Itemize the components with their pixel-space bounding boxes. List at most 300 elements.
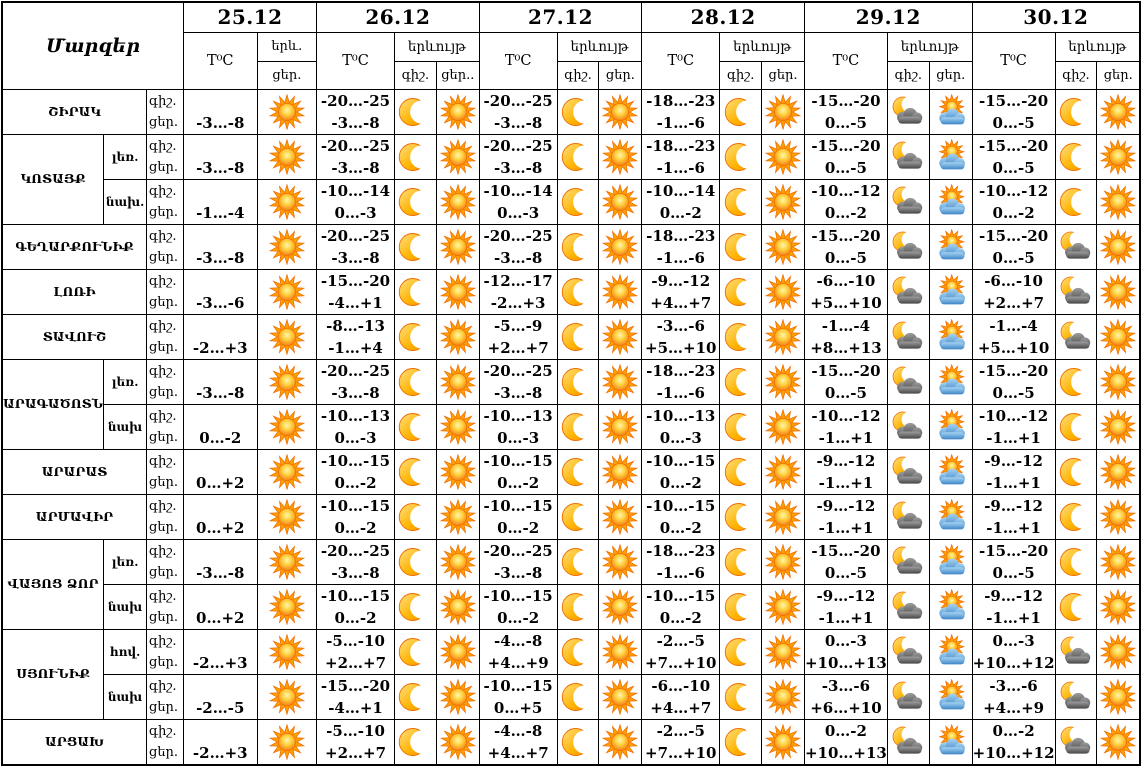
- temperature-cell: -6…-10 +2…+7: [972, 269, 1055, 314]
- weather-icon-cell: [720, 719, 762, 765]
- phenomenon-header: երևույթ: [887, 32, 972, 61]
- phenomenon-header: երև.: [257, 32, 317, 61]
- temperature-cell: -6…-10 +4…+7: [642, 674, 720, 719]
- night-header: գիշ.: [887, 61, 929, 89]
- night-header: գիշ.: [557, 61, 599, 89]
- zone-label: նախ: [104, 674, 147, 719]
- temperature-cell: -12…-17 -2…+3: [479, 269, 557, 314]
- sun-icon: [765, 139, 801, 175]
- sun-icon: [269, 679, 305, 715]
- weather-icon-cell: [720, 629, 762, 674]
- sun-icon: [269, 364, 305, 400]
- weather-icon-cell: [599, 179, 642, 224]
- weather-icon-cell: [394, 674, 436, 719]
- region-name: ՍՅՈՒՆԻՔ: [2, 629, 104, 719]
- sun-icon: [765, 499, 801, 535]
- temperature-cell: -3…-6 +5…+10: [642, 314, 720, 359]
- moon-icon: [723, 274, 759, 310]
- date-header: 29.12: [804, 2, 972, 32]
- temperature-cell: -5…-10 +2…+7: [317, 719, 395, 765]
- moon-icon: [560, 274, 596, 310]
- sun-icon: [1100, 319, 1136, 355]
- weather-icon-cell: [257, 719, 317, 765]
- weather-icon-cell: [394, 359, 436, 404]
- moon-icon: [723, 454, 759, 490]
- sun-icon: [269, 634, 305, 670]
- moon-icon: [397, 724, 433, 760]
- night-day-labels: գիշ. ցեր.: [147, 269, 184, 314]
- temperature-cell: -3…-8: [183, 539, 257, 584]
- temperature-cell: -2…+3: [183, 629, 257, 674]
- temperature-cell: -10…-12 0…-2: [972, 179, 1055, 224]
- temperature-cell: -20…-25 -3…-8: [317, 539, 395, 584]
- moon-icon: [1058, 589, 1094, 625]
- moon-icon: [560, 229, 596, 265]
- day-header: ցեր.: [257, 61, 317, 89]
- temperature-cell: -2…-5 +7…+10: [642, 719, 720, 765]
- sun-icon: [440, 634, 476, 670]
- night-day-labels: գիշ. ցեր.: [147, 314, 184, 359]
- phenomenon-header: երևույթ: [1055, 32, 1140, 61]
- temperature-cell: -2…+3: [183, 719, 257, 765]
- moon-cloud-icon: [890, 229, 926, 265]
- table-row: [2, 269, 1140, 314]
- temperature-cell: -20…-25 -3…-8: [317, 89, 395, 134]
- date-header: 28.12: [642, 2, 805, 32]
- sun-cloud-icon: [933, 724, 969, 760]
- region-name: ԱՐՄԱՎԻՐ: [2, 494, 147, 539]
- night-day-labels: գիշ. ցեր.: [147, 494, 184, 539]
- temperature-cell: -10…-12 0…-2: [804, 179, 887, 224]
- zone-label: լեռ.: [104, 359, 147, 404]
- night-day-labels: գիշ. ցեր.: [147, 449, 184, 494]
- weather-icon-cell: [436, 314, 479, 359]
- region-name: ԱՐՑԱԽ: [2, 719, 147, 765]
- moon-icon: [560, 724, 596, 760]
- moon-icon: [723, 499, 759, 535]
- weather-icon-cell: [929, 314, 972, 359]
- temperature-cell: -18…-23 -1…-6: [642, 539, 720, 584]
- sun-icon: [602, 409, 638, 445]
- temperature-cell: -5…-9 +2…+7: [479, 314, 557, 359]
- weather-icon-cell: [257, 269, 317, 314]
- temperature-cell: -15…-20 0…-5: [804, 224, 887, 269]
- sun-icon: [269, 544, 305, 580]
- sun-icon: [440, 499, 476, 535]
- sun-icon: [440, 94, 476, 130]
- weather-icon-cell: [1055, 269, 1097, 314]
- moon-cloud-icon: [890, 499, 926, 535]
- weather-icon-cell: [557, 674, 599, 719]
- sun-icon: [440, 589, 476, 625]
- sun-icon: [269, 499, 305, 535]
- sun-cloud-icon: [933, 274, 969, 310]
- temperature-cell: -15…-20 -4…+1: [317, 674, 395, 719]
- weather-icon-cell: [887, 719, 929, 765]
- weather-icon-cell: [762, 719, 805, 765]
- weather-icon-cell: [887, 359, 929, 404]
- weather-icon-cell: [887, 224, 929, 269]
- sun-icon: [1100, 409, 1136, 445]
- moon-icon: [397, 544, 433, 580]
- date-header: 30.12: [972, 2, 1140, 32]
- sun-icon: [765, 544, 801, 580]
- moon-cloud-icon: [890, 184, 926, 220]
- sun-cloud-icon: [933, 634, 969, 670]
- weather-icon-cell: [929, 719, 972, 765]
- weather-icon-cell: [1097, 269, 1140, 314]
- moon-cloud-icon: [890, 139, 926, 175]
- temperature-cell: -20…-25 -3…-8: [317, 224, 395, 269]
- temperature-cell: -10…-15 0…-2: [479, 584, 557, 629]
- temperature-cell: -10…-15 0…-2: [317, 494, 395, 539]
- temperature-cell: -10…-15 0…-2: [642, 584, 720, 629]
- weather-icon-cell: [1097, 449, 1140, 494]
- weather-icon-cell: [557, 314, 599, 359]
- sun-icon: [765, 274, 801, 310]
- sun-icon: [765, 229, 801, 265]
- region-name: ՏԱՎՈՒՇ: [2, 314, 147, 359]
- table-row: [2, 179, 1140, 224]
- temperature-cell: -10…-15 0…-2: [642, 449, 720, 494]
- temperature-cell: -2…-5 +7…+10: [642, 629, 720, 674]
- table-row: [2, 719, 1140, 765]
- moon-icon: [723, 634, 759, 670]
- sun-icon: [602, 589, 638, 625]
- moon-cloud-icon: [1058, 229, 1094, 265]
- weather-icon-cell: [887, 539, 929, 584]
- sun-icon: [765, 409, 801, 445]
- weather-icon-cell: [1055, 404, 1097, 449]
- weather-icon-cell: [887, 314, 929, 359]
- table-row: [2, 224, 1140, 269]
- sun-cloud-icon: [933, 94, 969, 130]
- sun-icon: [602, 364, 638, 400]
- moon-icon: [397, 634, 433, 670]
- weather-icon-cell: [929, 359, 972, 404]
- moon-icon: [723, 679, 759, 715]
- table-row: [2, 629, 1140, 674]
- weather-icon-cell: [1097, 179, 1140, 224]
- sun-icon: [440, 184, 476, 220]
- temp-header: T⁰C: [804, 32, 887, 89]
- sun-icon: [440, 319, 476, 355]
- temperature-cell: -10…-12 -1…+1: [804, 404, 887, 449]
- weather-icon-cell: [599, 674, 642, 719]
- weather-icon-cell: [394, 404, 436, 449]
- temperature-cell: -10…-13 0…-3: [479, 404, 557, 449]
- table-row: [2, 404, 1140, 449]
- weather-icon-cell: [720, 224, 762, 269]
- weather-icon-cell: [599, 719, 642, 765]
- zone-label: հով.: [104, 629, 147, 674]
- moon-icon: [560, 589, 596, 625]
- zone-label: նախ.: [104, 179, 147, 224]
- weather-icon-cell: [929, 674, 972, 719]
- region-name: ԿՈՏԱՅՔ: [2, 134, 104, 224]
- temperature-cell: -3…-6 +6…+10: [804, 674, 887, 719]
- sun-icon: [1100, 634, 1136, 670]
- table-row: [2, 674, 1140, 719]
- weather-icon-cell: [720, 269, 762, 314]
- temperature-cell: -4…-8 +4…+7: [479, 719, 557, 765]
- weather-icon-cell: [257, 584, 317, 629]
- temperature-cell: -20…-25 -3…-8: [479, 539, 557, 584]
- temperature-cell: -2…+3: [183, 314, 257, 359]
- weather-icon-cell: [394, 494, 436, 539]
- moon-icon: [1058, 184, 1094, 220]
- temperature-cell: -18…-23 -1…-6: [642, 89, 720, 134]
- table-row: [2, 539, 1140, 584]
- day-header: ցեր.: [599, 61, 642, 89]
- moon-icon: [1058, 454, 1094, 490]
- sun-icon: [269, 319, 305, 355]
- weather-icon-cell: [887, 584, 929, 629]
- weather-icon-cell: [929, 629, 972, 674]
- weather-icon-cell: [436, 494, 479, 539]
- weather-icon-cell: [762, 134, 805, 179]
- weather-icon-cell: [394, 584, 436, 629]
- sun-icon: [440, 454, 476, 490]
- moon-icon: [397, 184, 433, 220]
- weather-icon-cell: [599, 134, 642, 179]
- night-day-labels: գիշ. ցեր.: [147, 719, 184, 765]
- weather-icon-cell: [720, 179, 762, 224]
- weather-icon-cell: [887, 629, 929, 674]
- temperature-cell: -20…-25 -3…-8: [479, 89, 557, 134]
- moon-icon: [723, 184, 759, 220]
- temperature-cell: -1…-4 +8…+13: [804, 314, 887, 359]
- sun-cloud-icon: [933, 319, 969, 355]
- moon-icon: [560, 634, 596, 670]
- moon-icon: [1058, 94, 1094, 130]
- moon-icon: [560, 139, 596, 175]
- weather-icon-cell: [257, 179, 317, 224]
- sun-icon: [765, 589, 801, 625]
- day-header: ցեր.: [929, 61, 972, 89]
- moon-cloud-icon: [890, 274, 926, 310]
- temp-header: T⁰C: [317, 32, 395, 89]
- moon-icon: [397, 409, 433, 445]
- weather-icon-cell: [1097, 89, 1140, 134]
- sun-icon: [602, 184, 638, 220]
- moon-icon: [397, 139, 433, 175]
- sun-cloud-icon: [933, 229, 969, 265]
- night-header: գիշ.: [394, 61, 436, 89]
- night-day-labels: գիշ. ցեր.: [147, 629, 184, 674]
- temperature-cell: -6…-10 +5…+10: [804, 269, 887, 314]
- day-header: ցեր..: [436, 61, 479, 89]
- temperature-cell: -18…-23 -1…-6: [642, 359, 720, 404]
- table-row: [2, 89, 1140, 134]
- moon-icon: [397, 589, 433, 625]
- weather-icon-cell: [394, 539, 436, 584]
- weather-icon-cell: [1097, 359, 1140, 404]
- weather-icon-cell: [557, 359, 599, 404]
- sun-icon: [440, 364, 476, 400]
- temperature-cell: -9…-12 -1…+1: [804, 449, 887, 494]
- weather-icon-cell: [1055, 449, 1097, 494]
- table-row: [2, 449, 1140, 494]
- forecast-table: [1, 1, 1141, 766]
- night-day-labels: գիշ. ցեր.: [147, 224, 184, 269]
- weather-icon-cell: [929, 89, 972, 134]
- sun-icon: [602, 679, 638, 715]
- temperature-cell: -3…-8: [183, 134, 257, 179]
- weather-icon-cell: [929, 539, 972, 584]
- weather-icon-cell: [929, 269, 972, 314]
- weather-icon-cell: [394, 269, 436, 314]
- weather-icon-cell: [599, 449, 642, 494]
- weather-icon-cell: [557, 719, 599, 765]
- moon-icon: [397, 499, 433, 535]
- temperature-cell: -20…-25 -3…-8: [479, 359, 557, 404]
- weather-icon-cell: [1055, 584, 1097, 629]
- weather-icon-cell: [1055, 629, 1097, 674]
- temperature-cell: -9…-12 -1…+1: [972, 584, 1055, 629]
- weather-icon-cell: [1097, 539, 1140, 584]
- moon-icon: [1058, 409, 1094, 445]
- moon-icon: [723, 409, 759, 445]
- weather-icon-cell: [1055, 314, 1097, 359]
- weather-icon-cell: [762, 359, 805, 404]
- night-day-labels: գիշ. ցեր.: [147, 179, 184, 224]
- weather-icon-cell: [1097, 719, 1140, 765]
- date-header: 25.12: [183, 2, 316, 32]
- weather-icon-cell: [557, 224, 599, 269]
- temperature-cell: -15…-20 0…-5: [972, 359, 1055, 404]
- weather-icon-cell: [1097, 314, 1140, 359]
- temperature-cell: -15…-20 0…-5: [972, 134, 1055, 179]
- temperature-cell: -9…-12 -1…+1: [804, 584, 887, 629]
- sun-icon: [602, 454, 638, 490]
- weather-icon-cell: [557, 539, 599, 584]
- temperature-cell: -15…-20 -4…+1: [317, 269, 395, 314]
- weather-icon-cell: [436, 539, 479, 584]
- sun-icon: [1100, 229, 1136, 265]
- weather-icon-cell: [599, 269, 642, 314]
- temp-header: T⁰C: [183, 32, 257, 89]
- weather-icon-cell: [599, 584, 642, 629]
- moon-cloud-icon: [890, 589, 926, 625]
- temperature-cell: -1…-4 +5…+10: [972, 314, 1055, 359]
- weather-icon-cell: [436, 674, 479, 719]
- weather-icon-cell: [1097, 494, 1140, 539]
- weather-icon-cell: [1097, 584, 1140, 629]
- weather-icon-cell: [257, 314, 317, 359]
- weather-icon-cell: [720, 359, 762, 404]
- sun-icon: [765, 724, 801, 760]
- temperature-cell: 0…-2 +10…+13: [804, 719, 887, 765]
- sun-icon: [1100, 184, 1136, 220]
- sun-icon: [1100, 679, 1136, 715]
- table-row: [2, 584, 1140, 629]
- sun-icon: [765, 94, 801, 130]
- moon-icon: [397, 229, 433, 265]
- weather-icon-cell: [929, 134, 972, 179]
- sun-icon: [1100, 589, 1136, 625]
- weather-icon-cell: [720, 134, 762, 179]
- sun-icon: [602, 139, 638, 175]
- weather-icon-cell: [257, 674, 317, 719]
- sun-icon: [602, 634, 638, 670]
- table-row: [2, 134, 1140, 179]
- sun-icon: [602, 724, 638, 760]
- sun-icon: [440, 274, 476, 310]
- temperature-cell: -3…-8: [183, 359, 257, 404]
- weather-icon-cell: [557, 269, 599, 314]
- moon-icon: [560, 544, 596, 580]
- weather-icon-cell: [436, 179, 479, 224]
- weather-icon-cell: [762, 224, 805, 269]
- moon-icon: [560, 94, 596, 130]
- weather-icon-cell: [557, 449, 599, 494]
- moon-icon: [723, 229, 759, 265]
- moon-cloud-icon: [890, 454, 926, 490]
- temperature-cell: -15…-20 0…-5: [972, 224, 1055, 269]
- weather-icon-cell: [929, 584, 972, 629]
- sun-cloud-icon: [933, 409, 969, 445]
- zone-label: լեռ.: [104, 539, 147, 584]
- sun-icon: [765, 454, 801, 490]
- day-header: ցեր.: [762, 61, 805, 89]
- weather-icon-cell: [557, 179, 599, 224]
- sun-cloud-icon: [933, 544, 969, 580]
- night-day-labels: գիշ. ցեր.: [147, 404, 184, 449]
- sun-cloud-icon: [933, 499, 969, 535]
- temperature-cell: -8…-13 -1…+4: [317, 314, 395, 359]
- sun-icon: [765, 319, 801, 355]
- weather-icon-cell: [1055, 539, 1097, 584]
- temperature-cell: -9…-12 -1…+1: [972, 449, 1055, 494]
- table-row: [2, 494, 1140, 539]
- weather-icon-cell: [887, 674, 929, 719]
- weather-icon-cell: [1055, 89, 1097, 134]
- weather-icon-cell: [762, 179, 805, 224]
- sun-icon: [765, 184, 801, 220]
- weather-icon-cell: [436, 89, 479, 134]
- weather-icon-cell: [257, 404, 317, 449]
- temperature-cell: 0…-3 +10…+12: [972, 629, 1055, 674]
- sun-icon: [440, 679, 476, 715]
- temperature-cell: -4…-8 +4…+9: [479, 629, 557, 674]
- weather-icon-cell: [1055, 179, 1097, 224]
- moon-icon: [723, 319, 759, 355]
- sun-cloud-icon: [933, 589, 969, 625]
- weather-icon-cell: [257, 494, 317, 539]
- temperature-cell: 0…+2: [183, 449, 257, 494]
- weather-icon-cell: [436, 269, 479, 314]
- moon-cloud-icon: [890, 679, 926, 715]
- region-name: ԼՈՌԻ: [2, 269, 147, 314]
- moon-cloud-icon: [890, 544, 926, 580]
- weather-icon-cell: [762, 89, 805, 134]
- temperature-cell: -3…-8: [183, 224, 257, 269]
- weather-icon-cell: [394, 224, 436, 269]
- sun-cloud-icon: [933, 184, 969, 220]
- moon-icon: [560, 679, 596, 715]
- weather-icon-cell: [599, 224, 642, 269]
- sun-icon: [1100, 94, 1136, 130]
- weather-icon-cell: [557, 629, 599, 674]
- weather-icon-cell: [436, 359, 479, 404]
- temp-header: T⁰C: [642, 32, 720, 89]
- weather-icon-cell: [1097, 674, 1140, 719]
- weather-icon-cell: [762, 494, 805, 539]
- moon-icon: [560, 364, 596, 400]
- moon-icon: [723, 544, 759, 580]
- sun-icon: [602, 94, 638, 130]
